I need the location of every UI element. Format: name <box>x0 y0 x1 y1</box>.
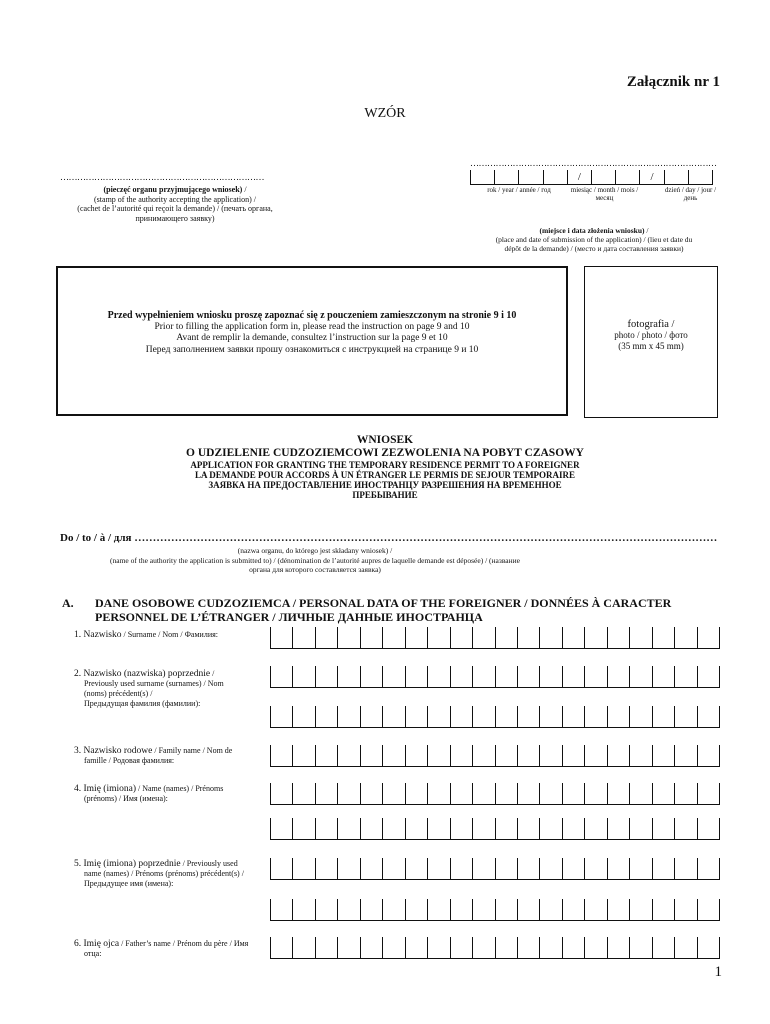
character-cell[interactable] <box>315 706 337 727</box>
model-label: WZÓR <box>364 106 406 121</box>
character-cell[interactable] <box>674 818 696 839</box>
character-cell[interactable] <box>405 745 427 766</box>
character-cell[interactable] <box>495 706 517 727</box>
character-cell[interactable] <box>382 783 404 804</box>
field-6-label-pl: 6. Imię ojca <box>74 939 120 949</box>
character-cell[interactable] <box>652 899 674 920</box>
cell-row-field-2[interactable] <box>270 666 720 688</box>
character-cell[interactable] <box>450 818 472 839</box>
character-cell[interactable] <box>337 783 359 804</box>
character-cell[interactable] <box>292 818 314 839</box>
cell-row-field-5[interactable] <box>270 858 720 880</box>
character-cell[interactable] <box>517 783 539 804</box>
field-6-label-ru: отца: <box>84 949 102 958</box>
character-cell[interactable] <box>337 627 359 648</box>
field-2-label-pl: 2. Nazwisko (nazwiska) poprzednie <box>74 669 211 679</box>
character-cell[interactable] <box>584 899 606 920</box>
character-cell[interactable] <box>652 818 674 839</box>
character-cell[interactable] <box>562 627 584 648</box>
character-cell[interactable] <box>697 937 720 958</box>
character-cell[interactable] <box>315 783 337 804</box>
field-label-previous-names <box>74 859 269 889</box>
date-cell[interactable] <box>495 170 519 184</box>
date-cell[interactable] <box>616 170 640 184</box>
character-cell[interactable] <box>495 899 517 920</box>
character-cell[interactable] <box>562 937 584 958</box>
cell-row-field-4[interactable] <box>270 783 720 805</box>
character-cell[interactable] <box>315 899 337 920</box>
date-cell[interactable] <box>592 170 616 184</box>
character-cell[interactable] <box>652 858 674 879</box>
character-cell[interactable] <box>539 745 561 766</box>
field-6-label-rest: / Father’s name / Prénom du père / Имя <box>119 939 249 948</box>
character-cell[interactable] <box>405 706 427 727</box>
character-cell[interactable] <box>697 783 720 804</box>
date-cell[interactable] <box>519 170 543 184</box>
character-cell[interactable] <box>270 818 292 839</box>
place-caption-en-fr: (place and date of submission of the application) / (lieu et date du <box>495 235 693 244</box>
character-cell[interactable] <box>360 818 382 839</box>
character-cell[interactable] <box>697 818 720 839</box>
field-1-label-rest: / Surname / Nom / Фамилия: <box>121 630 218 639</box>
character-cell[interactable] <box>562 899 584 920</box>
character-cell[interactable] <box>337 858 359 879</box>
field-4-label-pl: 4. Imię (imiona) <box>74 784 136 794</box>
instruction-box <box>56 266 568 416</box>
character-cell[interactable] <box>562 858 584 879</box>
character-cell[interactable] <box>607 858 629 879</box>
character-cell[interactable] <box>652 627 674 648</box>
character-cell[interactable] <box>382 818 404 839</box>
character-cell[interactable] <box>629 937 651 958</box>
day-caption: dzień / day / jour / день <box>664 186 717 202</box>
cell-row-field-2[interactable] <box>270 706 720 728</box>
character-cell[interactable] <box>562 745 584 766</box>
cell-row-field-4[interactable] <box>270 818 720 840</box>
field-label-surname <box>74 630 274 640</box>
character-cell[interactable] <box>427 937 449 958</box>
character-cell[interactable] <box>607 818 629 839</box>
character-cell[interactable] <box>472 627 494 648</box>
field-5-label-ru: Предыдущее имя (имена): <box>84 879 174 888</box>
photo-label-translations: photo / photo / фото <box>614 330 688 340</box>
place-caption-pl: (miejsce i data złożenia wniosku) <box>539 226 645 235</box>
instruction-fr: Avant de remplir la demande, consultez l’instruction sur la page 9 et 10 <box>176 333 448 343</box>
field-3-label-rest: / Family name / Nom de <box>152 746 233 755</box>
character-cell[interactable] <box>674 783 696 804</box>
field-5-label-pl: 5. Imię (imiona) poprzednie <box>74 859 181 869</box>
character-cell[interactable] <box>450 858 472 879</box>
character-cell[interactable] <box>652 666 674 687</box>
character-cell[interactable] <box>607 745 629 766</box>
character-cell[interactable] <box>427 706 449 727</box>
character-cell[interactable] <box>450 627 472 648</box>
field-2-label-fr: (noms) précédent(s) / <box>84 689 153 698</box>
character-cell[interactable] <box>495 783 517 804</box>
character-cell[interactable] <box>270 745 292 766</box>
place-caption <box>470 226 718 253</box>
character-cell[interactable] <box>674 745 696 766</box>
character-cell[interactable] <box>315 818 337 839</box>
character-cell[interactable] <box>382 745 404 766</box>
field-4-label-rest: / Name (names) / Prénoms <box>136 784 224 793</box>
character-cell[interactable] <box>427 627 449 648</box>
character-cell[interactable] <box>405 783 427 804</box>
character-cell[interactable] <box>562 783 584 804</box>
date-cell[interactable]: / <box>640 170 664 184</box>
character-cell[interactable] <box>292 937 314 958</box>
character-cell[interactable] <box>292 783 314 804</box>
character-cell[interactable] <box>517 666 539 687</box>
character-cell[interactable] <box>562 666 584 687</box>
date-cell[interactable]: / <box>568 170 592 184</box>
character-cell[interactable] <box>539 706 561 727</box>
cell-row-field-3[interactable] <box>270 745 720 767</box>
character-cell[interactable] <box>270 937 292 958</box>
character-cell[interactable] <box>495 858 517 879</box>
character-cell[interactable] <box>292 706 314 727</box>
character-cell[interactable] <box>674 937 696 958</box>
section-a-title-1: DANE OSOBOWE CUDZOZIEMCA / PERSONAL DATA OF THE FOREIGNER / DONNÉES À CARACTER <box>95 596 672 610</box>
field-2-label-rest: / <box>210 669 215 678</box>
character-cell[interactable] <box>315 937 337 958</box>
character-cell[interactable] <box>405 627 427 648</box>
date-cell[interactable] <box>544 170 568 184</box>
character-cell[interactable] <box>629 899 651 920</box>
character-cell[interactable] <box>450 937 472 958</box>
character-cell[interactable] <box>315 666 337 687</box>
date-cell[interactable] <box>665 170 689 184</box>
character-cell[interactable] <box>697 745 720 766</box>
field-label-names <box>74 784 259 804</box>
character-cell[interactable] <box>629 745 651 766</box>
character-cell[interactable] <box>495 745 517 766</box>
character-cell[interactable] <box>382 899 404 920</box>
character-cell[interactable] <box>607 666 629 687</box>
character-cell[interactable] <box>517 627 539 648</box>
character-cell[interactable] <box>472 818 494 839</box>
section-a-heading <box>62 596 727 624</box>
character-cell[interactable] <box>472 899 494 920</box>
character-cell[interactable] <box>270 627 292 648</box>
character-cell[interactable] <box>697 706 720 727</box>
character-cell[interactable] <box>270 783 292 804</box>
character-cell[interactable] <box>652 745 674 766</box>
character-cell[interactable] <box>472 937 494 958</box>
photo-size: (35 mm x 45 mm) <box>618 341 684 351</box>
character-cell[interactable] <box>450 706 472 727</box>
place-caption-fr-ru: dépôt de la demande) / (место и дата составления заявки) <box>504 244 684 253</box>
character-cell[interactable] <box>562 706 584 727</box>
date-cells[interactable] <box>470 170 713 185</box>
character-cell[interactable] <box>472 783 494 804</box>
field-1-label-pl: 1. Nazwisko <box>74 630 122 640</box>
character-cell[interactable] <box>539 666 561 687</box>
character-cell[interactable] <box>360 783 382 804</box>
cell-row-field-5[interactable] <box>270 899 720 921</box>
character-cell[interactable] <box>629 666 651 687</box>
title-line-2: O UDZIELENIE CUDZOZIEMCOWI ZEZWOLENIA NA POBYT CZASOWY <box>186 447 584 459</box>
character-cell[interactable] <box>495 627 517 648</box>
character-cell[interactable] <box>427 858 449 879</box>
instruction-en: Prior to filling the application form in, please read the instruction on page 9 and 10 <box>154 321 470 332</box>
field-5-label-rest: / Previously used <box>180 859 238 868</box>
year-caption: rok / year / année / год <box>487 186 551 194</box>
instruction-pl: Przed wypełnieniem wniosku proszę zapoznać się z pouczeniem zamieszczonym na stronie 9 i 10 <box>107 310 517 321</box>
addressee-caption-pl: (nazwa organu, do którego jest składany wniosek) / <box>237 546 393 555</box>
character-cell[interactable] <box>584 783 606 804</box>
character-cell[interactable] <box>292 666 314 687</box>
character-cell[interactable] <box>382 858 404 879</box>
character-cell[interactable] <box>697 666 720 687</box>
place-caption-sep: / <box>644 226 649 235</box>
character-cell[interactable] <box>427 783 449 804</box>
character-cell[interactable] <box>517 818 539 839</box>
character-cell[interactable] <box>292 858 314 879</box>
character-cell[interactable] <box>539 627 561 648</box>
section-a-letter: A. <box>62 596 74 610</box>
character-cell[interactable] <box>584 627 606 648</box>
character-cell[interactable] <box>674 666 696 687</box>
character-cell[interactable] <box>674 858 696 879</box>
character-cell[interactable] <box>629 858 651 879</box>
character-cell[interactable] <box>697 899 720 920</box>
character-cell[interactable] <box>472 745 494 766</box>
stamp-caption <box>50 185 300 223</box>
character-cell[interactable] <box>495 937 517 958</box>
character-cell[interactable] <box>584 858 606 879</box>
character-cell[interactable] <box>427 818 449 839</box>
title-line-3: APPLICATION FOR GRANTING THE TEMPORARY RESIDENCE PERMIT TO A FOREIGNER <box>190 460 580 470</box>
character-cell[interactable] <box>360 666 382 687</box>
character-cell[interactable] <box>405 858 427 879</box>
character-cell[interactable] <box>607 706 629 727</box>
annex-label: Załącznik nr 1 <box>626 74 720 90</box>
character-cell[interactable] <box>495 666 517 687</box>
character-cell[interactable] <box>607 783 629 804</box>
character-cell[interactable] <box>382 627 404 648</box>
character-cell[interactable] <box>584 706 606 727</box>
character-cell[interactable] <box>360 706 382 727</box>
field-2-label-ru: Предыдущая фамилия (фамилии): <box>84 699 201 708</box>
character-cell[interactable] <box>584 666 606 687</box>
character-cell[interactable] <box>270 666 292 687</box>
character-cell[interactable] <box>427 899 449 920</box>
section-a-title-2: PERSONNEL DE L’ÉTRANGER / ЛИЧНЫЕ ДАННЫЕ ИНОСТРАНЦА <box>95 610 483 624</box>
addressee-caption-ru: органа для которого составляется заявка) <box>249 565 381 574</box>
title-line-5: ЗАЯВКА НА ПРЕДОСТАВЛЕНИЕ ИНОСТРАНЦУ РАЗРЕШЕНИЯ НА ВРЕМЕННОЕ <box>208 480 562 490</box>
character-cell[interactable] <box>337 706 359 727</box>
field-label-previous-surname <box>74 669 264 709</box>
character-cell[interactable] <box>539 899 561 920</box>
character-cell[interactable] <box>607 937 629 958</box>
character-cell[interactable] <box>427 745 449 766</box>
field-3-label-pl: 3. Nazwisko rodowe <box>74 746 153 756</box>
character-cell[interactable] <box>382 666 404 687</box>
character-cell[interactable] <box>337 818 359 839</box>
date-cell[interactable] <box>689 170 713 184</box>
character-cell[interactable] <box>629 706 651 727</box>
stamp-caption-pl: (pieczęć organu przyjmującego wniosek) <box>103 185 243 194</box>
character-cell[interactable] <box>450 745 472 766</box>
character-cell[interactable] <box>517 858 539 879</box>
stamp-caption-en: (stamp of the authority accepting the application) / <box>94 194 256 204</box>
addressee-field[interactable]: Do / to / à / для …………………………………………………………………………………………………………………………………………… <box>60 532 718 544</box>
field-5-label-fr: name (names) / Prénoms (prénoms) précédent(s) / <box>84 869 244 878</box>
character-cell[interactable] <box>405 899 427 920</box>
field-2-label-en: Previously used surname (surnames) / Nom <box>84 679 224 688</box>
character-cell[interactable] <box>450 666 472 687</box>
character-cell[interactable] <box>629 818 651 839</box>
character-cell[interactable] <box>292 627 314 648</box>
field-label-father-name <box>74 939 269 959</box>
character-cell[interactable] <box>517 706 539 727</box>
character-cell[interactable] <box>382 937 404 958</box>
character-cell[interactable] <box>607 899 629 920</box>
character-cell[interactable] <box>697 627 720 648</box>
character-cell[interactable] <box>315 627 337 648</box>
character-cell[interactable] <box>382 706 404 727</box>
character-cell[interactable] <box>315 858 337 879</box>
place-signature-line: …………………………………………………………………………… <box>470 158 717 168</box>
character-cell[interactable] <box>674 899 696 920</box>
field-3-label-ru: famille / Родовая фамилия: <box>84 756 175 765</box>
character-cell[interactable] <box>472 706 494 727</box>
character-cell[interactable] <box>674 627 696 648</box>
photo-label-pl: fotografia / <box>627 319 675 330</box>
field-4-label-ru: (prénoms) / Имя (имена): <box>84 794 168 803</box>
stamp-caption-ru: принимающего заявку) <box>135 213 215 223</box>
character-cell[interactable] <box>405 666 427 687</box>
stamp-caption-sep: / <box>242 185 247 194</box>
application-title <box>60 434 710 500</box>
character-cell[interactable] <box>292 899 314 920</box>
character-cell[interactable] <box>360 899 382 920</box>
field-label-family-name <box>74 746 259 766</box>
character-cell[interactable] <box>360 745 382 766</box>
character-cell[interactable] <box>292 745 314 766</box>
character-cell[interactable] <box>337 745 359 766</box>
character-cell[interactable] <box>517 745 539 766</box>
character-cell[interactable] <box>539 937 561 958</box>
month-caption: miesiąc / month / mois / месяц <box>570 186 639 202</box>
stamp-caption-fr: (cachet de l’autorité qui reçoit la demande) / (печать органа, <box>77 204 273 213</box>
character-cell[interactable] <box>270 858 292 879</box>
cell-row-field-6[interactable] <box>270 937 720 959</box>
character-cell[interactable] <box>629 783 651 804</box>
character-cell[interactable] <box>360 937 382 958</box>
character-cell[interactable] <box>539 858 561 879</box>
character-cell[interactable] <box>629 627 651 648</box>
character-cell[interactable] <box>517 937 539 958</box>
character-cell[interactable] <box>584 818 606 839</box>
character-cell[interactable] <box>360 627 382 648</box>
title-line-1: WNIOSEK <box>356 434 414 446</box>
character-cell[interactable] <box>360 858 382 879</box>
page-number: 1 <box>714 964 722 980</box>
character-cell[interactable] <box>539 818 561 839</box>
instruction-ru: Перед заполнением заявки прошу ознакомиться с инструкцией на странице 9 и 10 <box>145 344 479 355</box>
character-cell[interactable] <box>584 745 606 766</box>
character-cell[interactable] <box>472 666 494 687</box>
addressee-caption-en-fr: (name of the authority the application is submitted to) / (dénomination de l’autorité aupres de laquelle demande est déposée) / (название <box>110 555 520 565</box>
photo-box[interactable] <box>584 266 718 418</box>
character-cell[interactable] <box>405 818 427 839</box>
character-cell[interactable] <box>270 899 292 920</box>
addressee-caption <box>60 546 570 575</box>
stamp-signature-line: ……………………………………………………………… <box>60 172 264 182</box>
character-cell[interactable] <box>652 937 674 958</box>
cell-row-field-1[interactable] <box>270 627 720 649</box>
character-cell[interactable] <box>315 745 337 766</box>
character-cell[interactable] <box>539 783 561 804</box>
character-cell[interactable] <box>584 937 606 958</box>
character-cell[interactable] <box>652 706 674 727</box>
character-cell[interactable] <box>472 858 494 879</box>
character-cell[interactable] <box>337 937 359 958</box>
character-cell[interactable] <box>270 706 292 727</box>
character-cell[interactable] <box>562 818 584 839</box>
character-cell[interactable] <box>450 783 472 804</box>
character-cell[interactable] <box>495 818 517 839</box>
character-cell[interactable] <box>337 666 359 687</box>
character-cell[interactable] <box>674 706 696 727</box>
title-line-6: ПРЕБЫВАНИЕ <box>352 490 418 500</box>
character-cell[interactable] <box>607 627 629 648</box>
character-cell[interactable] <box>337 899 359 920</box>
character-cell[interactable] <box>697 858 720 879</box>
character-cell[interactable] <box>652 783 674 804</box>
date-cell[interactable] <box>470 170 495 184</box>
character-cell[interactable] <box>450 899 472 920</box>
title-line-4: LA DEMANDE POUR ACCORDS À UN ÉTRANGER LE PERMIS DE SEJOUR TEMPORAIRE <box>194 470 576 480</box>
character-cell[interactable] <box>427 666 449 687</box>
character-cell[interactable] <box>517 899 539 920</box>
character-cell[interactable] <box>405 937 427 958</box>
